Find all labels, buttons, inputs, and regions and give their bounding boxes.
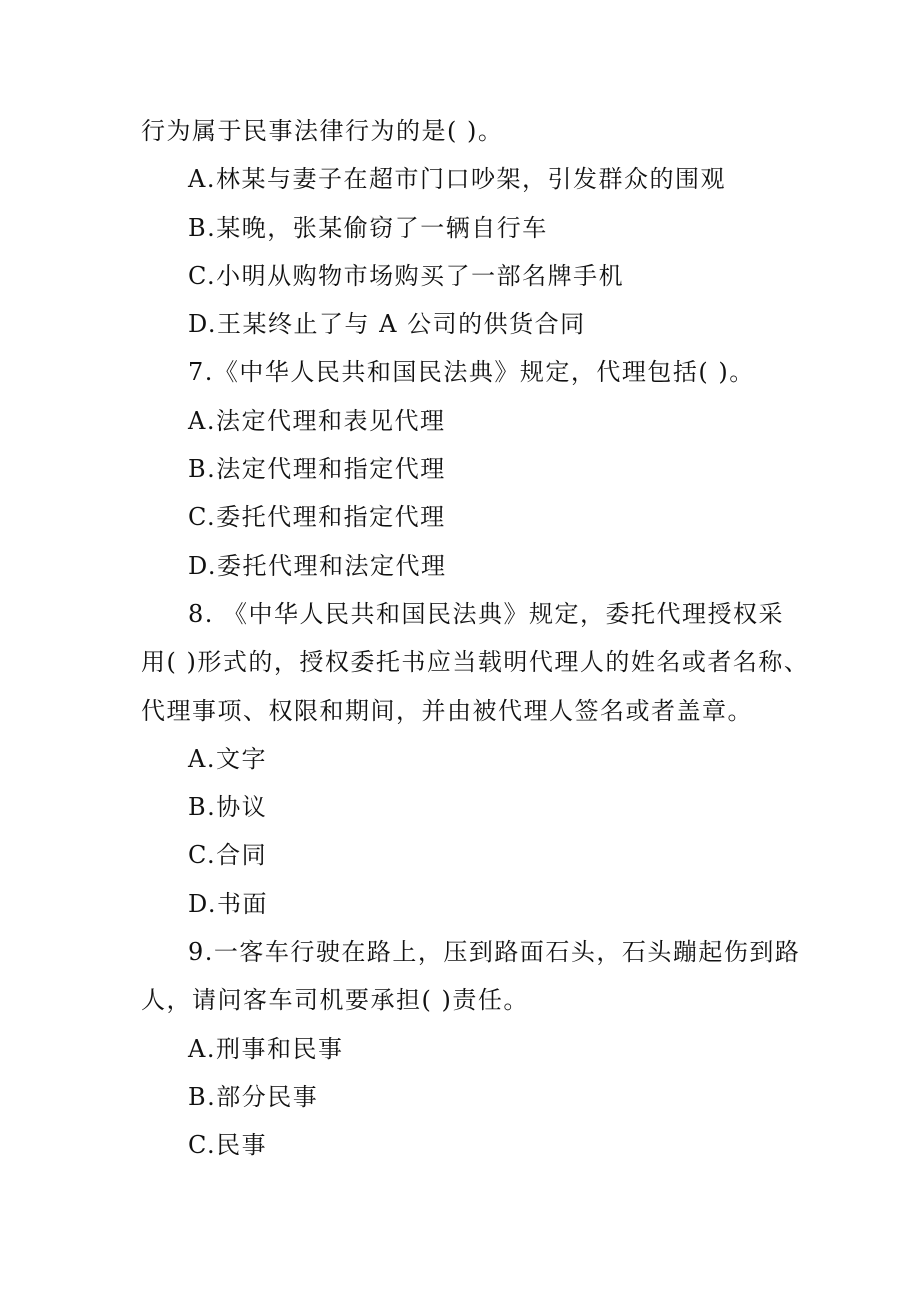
- question-6-option-d: D.王某终止了与 A 公司的供货合同: [188, 310, 586, 339]
- question-6-option-a: A.林某与妻子在超市门口吵架，引发群众的围观: [188, 165, 726, 194]
- question-8-option-a: A.文字: [188, 744, 267, 773]
- question-7-option-c: C.委托代理和指定代理: [188, 503, 446, 532]
- question-8-stem-line-2: 用( )形式的，授权委托书应当载明代理人的姓名或者名称、: [141, 648, 810, 677]
- question-8-option-c: C.合同: [188, 841, 268, 870]
- question-6-stem-continued: 行为属于民事法律行为的是( )。: [141, 117, 504, 145]
- question-8-option-d: D.书面: [188, 889, 269, 918]
- question-9-stem-line-1: 9.一客车行驶在路上，压到路面石头，石头蹦起伤到路: [188, 938, 801, 967]
- question-8-stem-line-1: 8. 《中华人民共和国民法典》规定，委托代理授权采: [188, 599, 785, 628]
- question-8-option-b: B.协议: [188, 793, 268, 822]
- question-7-option-a: A.法定代理和表见代理: [188, 406, 446, 435]
- question-9-option-a: A.刑事和民事: [188, 1034, 344, 1063]
- question-6-option-b: B.某晚，张某偷窃了一辆自行车: [188, 213, 548, 242]
- question-7-option-d: D.委托代理和法定代理: [188, 551, 447, 580]
- question-6-option-c: C.小明从购物市场购买了一部名牌手机: [188, 261, 625, 290]
- question-9-option-c: C.民事: [188, 1131, 268, 1160]
- question-8-stem-line-3: 代理事项、权限和期间，并由被代理人签名或者盖章。: [141, 696, 753, 725]
- question-7-stem: 7.《中华人民共和国民法典》规定，代理包括( )。: [188, 358, 755, 387]
- question-9-option-b: B.部分民事: [188, 1082, 319, 1111]
- document-body: [141, 107, 810, 1170]
- question-7-option-b: B.法定代理和指定代理: [188, 455, 446, 484]
- question-9-stem-line-2: 人，请问客车司机要承担( )责任。: [141, 986, 529, 1015]
